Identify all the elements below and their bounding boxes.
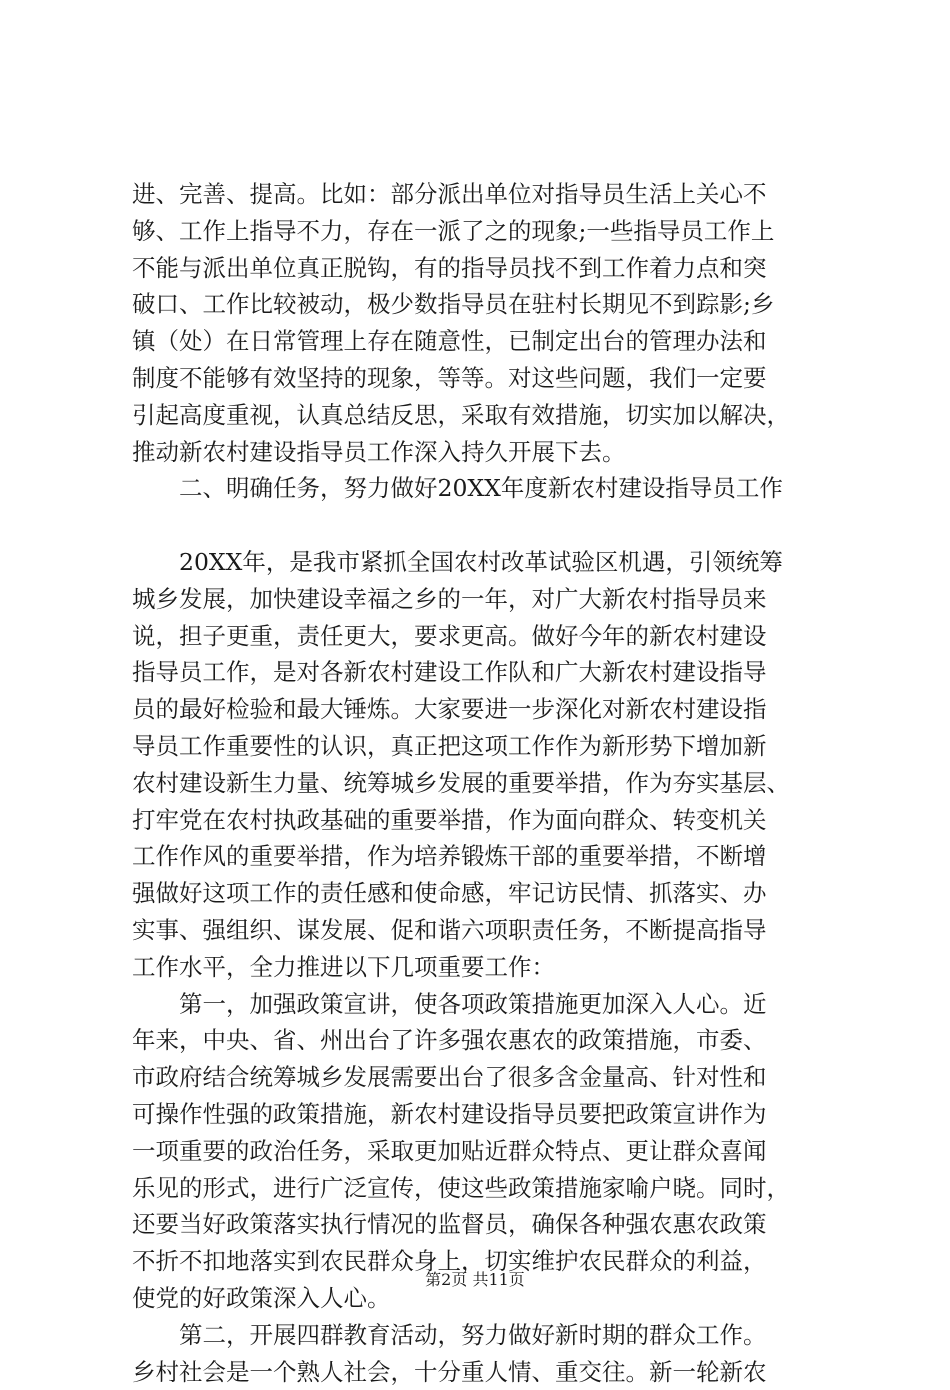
text-line: 指导员工作，是对各新农村建设工作队和广大新农村建设指导 xyxy=(132,654,832,691)
document-body xyxy=(132,176,832,1390)
section-heading: 二、明确任务，努力做好20XX年度新农村建设指导员工作 xyxy=(132,470,832,507)
paragraph-start: 第一，加强政策宣讲，使各项政策措施更加深入人心。近 xyxy=(132,986,832,1023)
text-line: 还要当好政策落实执行情况的监督员，确保各种强农惠农政策 xyxy=(132,1206,832,1243)
text-line: 市政府结合统筹城乡发展需要出台了很多含金量高、针对性和 xyxy=(132,1059,832,1096)
text-line: 引起高度重视，认真总结反思，采取有效措施，切实加以解决， xyxy=(132,397,832,434)
text-line: 工作水平，全力推进以下几项重要工作： xyxy=(132,949,832,986)
text-line: 工作作风的重要举措，作为培养锻炼干部的重要举措，不断增 xyxy=(132,838,832,875)
text-line: 实事、强组织、谋发展、促和谐六项职责任务，不断提高指导 xyxy=(132,912,832,949)
text-line: 不能与派出单位真正脱钩，有的指导员找不到工作着力点和突 xyxy=(132,250,832,287)
text-line: 打牢党在农村执政基础的重要举措，作为面向群众、转变机关 xyxy=(132,802,832,839)
text-line: 乡村社会是一个熟人社会，十分重人情、重交往。新一轮新农 xyxy=(132,1354,832,1390)
text-line: 镇（处）在日常管理上存在随意性，已制定出台的管理办法和 xyxy=(132,323,832,360)
text-line: 年来，中央、省、州出台了许多强农惠农的政策措施，市委、 xyxy=(132,1022,832,1059)
paragraph-start: 第二，开展四群教育活动，努力做好新时期的群众工作。 xyxy=(132,1317,832,1354)
paragraph-start: 20XX年，是我市紧抓全国农村改革试验区机遇，引领统筹 xyxy=(132,544,832,581)
text-line: 说，担子更重，责任更大，要求更高。做好今年的新农村建设 xyxy=(132,618,832,655)
text-line: 城乡发展，加快建设幸福之乡的一年，对广大新农村指导员来 xyxy=(132,581,832,618)
text-line: 破口、工作比较被动，极少数指导员在驻村长期见不到踪影;乡 xyxy=(132,286,832,323)
text-line: 够、工作上指导不力，存在一派了之的现象;一些指导员工作上 xyxy=(132,213,832,250)
text-line: 乐见的形式，进行广泛宣传，使这些政策措施家喻户晓。同时， xyxy=(132,1170,832,1207)
text-line: 推动新农村建设指导员工作深入持久开展下去。 xyxy=(132,434,832,471)
text-line: 员的最好检验和最大锤炼。大家要进一步深化对新农村建设指 xyxy=(132,691,832,728)
text-line: 进、完善、提高。比如：部分派出单位对指导员生活上关心不 xyxy=(132,176,832,213)
text-line: 农村建设新生力量、统筹城乡发展的重要举措，作为夯实基层、 xyxy=(132,765,832,802)
page-footer: 第2页 共11页 xyxy=(0,1267,950,1290)
text-line: 不折不扣地落实到农民群众身上，切实维护农民群众的利益， xyxy=(132,1243,832,1280)
text-line: 使党的好政策深入人心。 xyxy=(132,1280,832,1317)
blank-line xyxy=(132,507,832,544)
text-line: 可操作性强的政策措施，新农村建设指导员要把政策宣讲作为 xyxy=(132,1096,832,1133)
text-line: 导员工作重要性的认识，真正把这项工作作为新形势下增加新 xyxy=(132,728,832,765)
text-line: 强做好这项工作的责任感和使命感，牢记访民情、抓落实、办 xyxy=(132,875,832,912)
text-line: 一项重要的政治任务，采取更加贴近群众特点、更让群众喜闻 xyxy=(132,1133,832,1170)
text-line: 制度不能够有效坚持的现象，等等。对这些问题，我们一定要 xyxy=(132,360,832,397)
